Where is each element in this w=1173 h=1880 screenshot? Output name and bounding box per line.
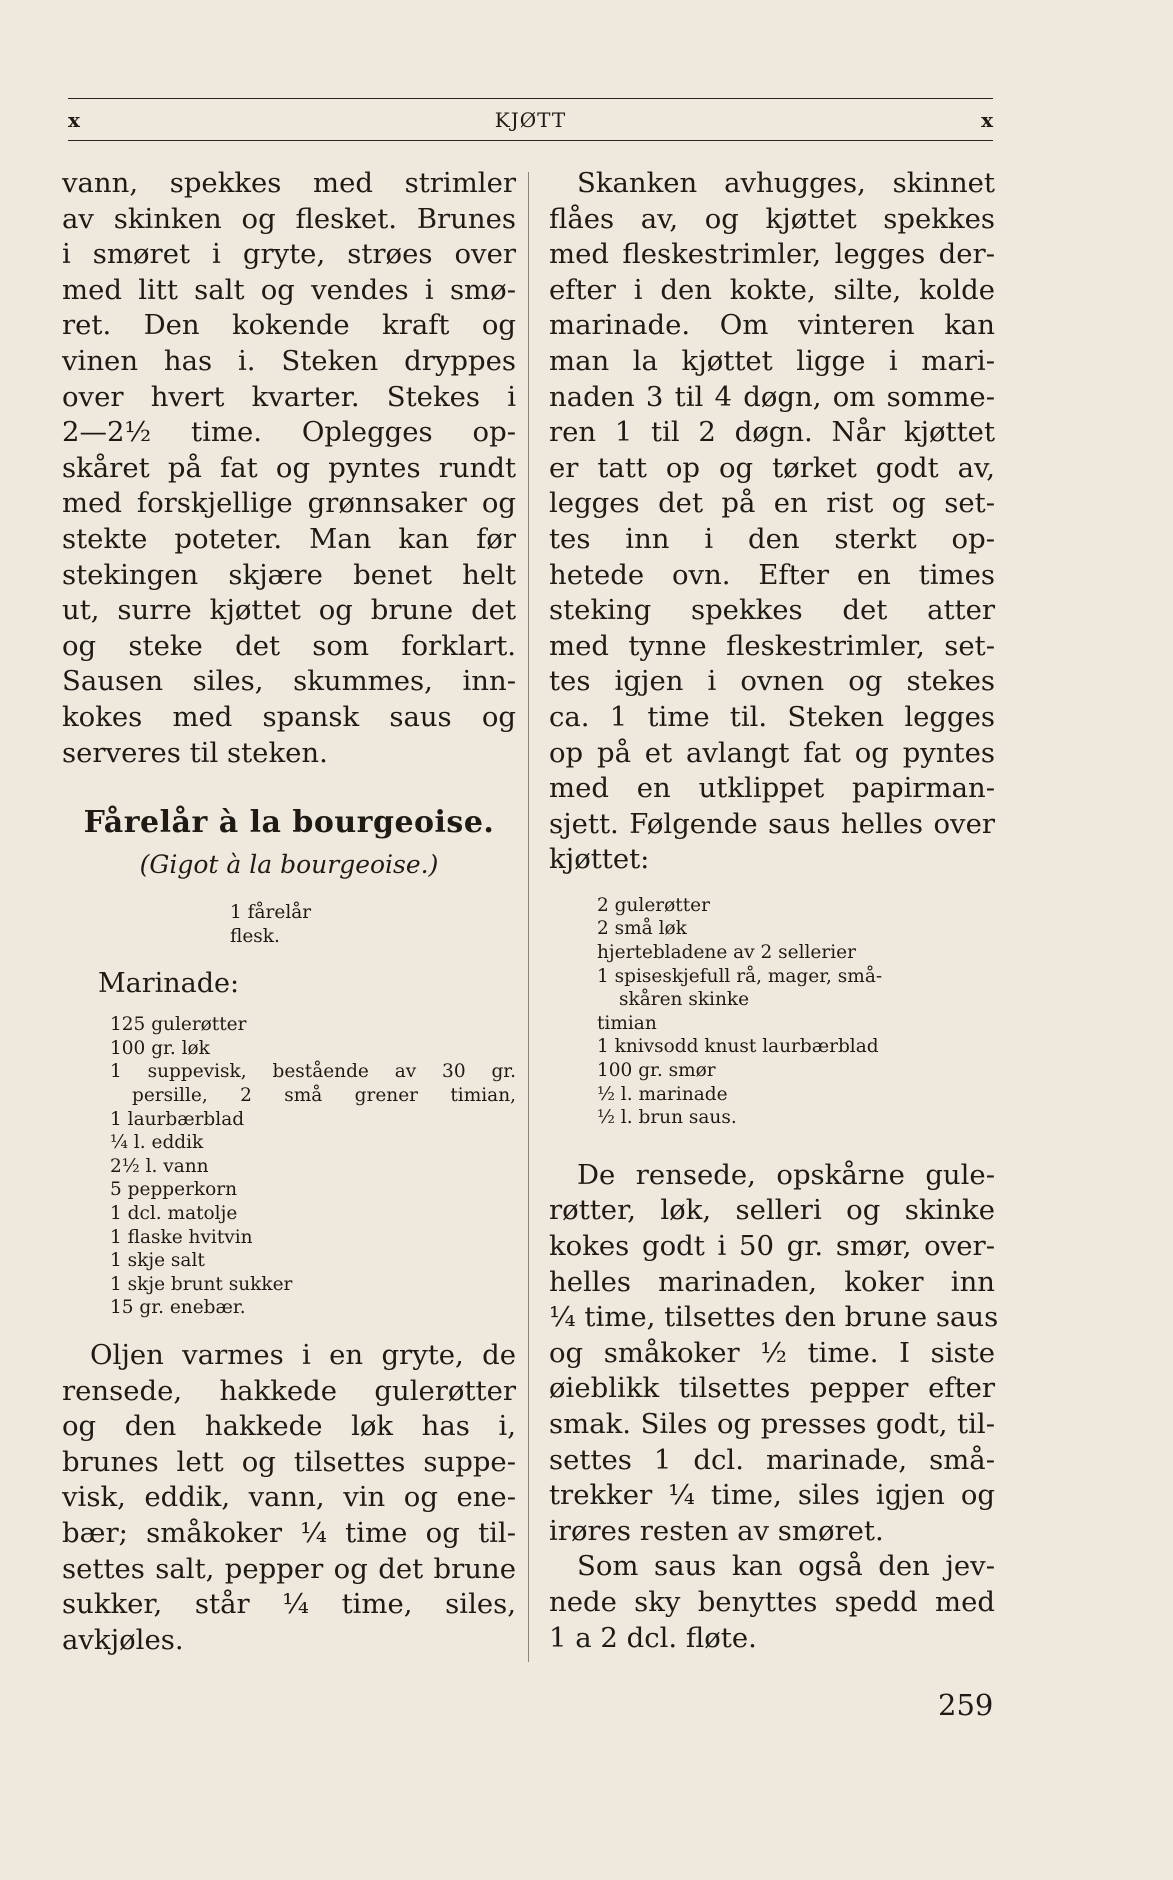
text-line: kokes med spansk saus og <box>62 700 516 733</box>
text-line: kjøttet: <box>549 843 650 876</box>
text-line: av skinken og flesket. Brunes <box>62 202 516 235</box>
text-line: skåret på fat og pyntes rundt <box>62 451 516 484</box>
text-line: naden 3 til 4 døgn, om somme- <box>549 380 995 413</box>
header-rule-bottom <box>68 140 993 141</box>
sauce-item: timian <box>597 1012 657 1034</box>
marinade-label: Marinade: <box>98 968 240 1000</box>
text-line: trekker ¼ time, siles igjen og <box>549 1479 995 1512</box>
marinade-item: 1 flaske hvitvin <box>110 1226 253 1248</box>
text-line: 1 a 2 dcl. fløte. <box>549 1621 757 1654</box>
ingredient-list <box>230 901 516 948</box>
sauce-item: 100 gr. smør <box>597 1060 716 1082</box>
text-line: man la kjøttet ligge i mari- <box>549 344 995 377</box>
marinade-item: 1 laurbærblad <box>110 1108 245 1130</box>
text-line: brunes lett og tilsettes suppe- <box>62 1445 516 1478</box>
text-line: røtter, løk, selleri og skinke <box>549 1194 995 1227</box>
text-line: smak. Siles og presses godt, til- <box>549 1407 995 1440</box>
text-line: efter i den kokte, silte, kolde <box>549 273 995 306</box>
text-line: settes 1 dcl. marinade, små- <box>549 1443 995 1476</box>
text-line: med fleskestrimler, legges der- <box>549 238 995 271</box>
left-paragraph-2 <box>62 1338 516 1658</box>
sauce-item: 2 gulerøtter <box>597 894 710 916</box>
marinade-item: 100 gr. løk <box>110 1037 210 1059</box>
marinade-item: 1 skje brunt sukker <box>110 1273 293 1295</box>
marinade-item: 1 skje salt <box>110 1250 205 1272</box>
text-line: marinade. Om vinteren kan <box>549 309 995 342</box>
header-mark-right: x <box>981 108 993 132</box>
text-line: tes inn i den sterkt op- <box>549 522 995 555</box>
text-line: 2—2½ time. Oplegges op- <box>62 416 516 449</box>
sauce-item: hjertebladene av 2 sellerier <box>597 942 856 964</box>
header-title: KJØTT <box>494 108 567 132</box>
marinade-item: 1 dcl. matolje <box>110 1203 238 1225</box>
header-rule-top <box>68 98 993 99</box>
text-line: bær; småkoker ¼ time og til- <box>62 1516 516 1549</box>
text-line: med en utklippet papirman- <box>549 772 995 805</box>
text-line: ¼ time, tilsettes den brune saus <box>549 1301 999 1334</box>
text-line: steking spekkes det atter <box>549 594 995 627</box>
text-line: Som saus kan også den jev- <box>577 1550 995 1583</box>
text-line: og steke det som forklart. <box>62 629 516 662</box>
text-line: De rensede, opskårne gule- <box>577 1158 995 1191</box>
text-line: nede sky benyttes spedd med <box>549 1585 995 1618</box>
text-line: med litt salt og vendes i smø- <box>62 273 516 306</box>
text-line: hetede ovn. Efter en times <box>549 558 995 591</box>
marinade-item: ¼ l. eddik <box>110 1132 204 1154</box>
text-line: ren 1 til 2 døgn. Når kjøttet <box>549 416 995 449</box>
text-line: kokes godt i 50 gr. smør, over- <box>549 1230 995 1262</box>
marinade-item: 1 suppevisk, bestående av 30 gr. <box>110 1061 516 1083</box>
right-paragraph-2 <box>549 1158 999 1550</box>
text-line: flåes av, og kjøttet spekkes <box>549 202 995 235</box>
text-line: tes igjen i ovnen og stekes <box>549 665 995 698</box>
text-line: stekingen skjære benet helt <box>62 558 516 591</box>
text-line: avkjøles. <box>62 1623 184 1656</box>
ingredient-item: 1 fårelår <box>230 902 312 924</box>
left-paragraph-1 <box>62 166 516 771</box>
ingredient-item: flesk. <box>230 925 280 947</box>
recipe-title: Fårelår à la bourgeoise. <box>83 805 495 841</box>
text-line: legges det på en rist og set- <box>549 487 995 520</box>
text-line: øieblikk tilsettes pepper efter <box>549 1372 995 1405</box>
text-line: Skanken avhugges, skinnet <box>577 167 995 199</box>
text-line: sukker, står ¼ time, siles, <box>62 1588 516 1621</box>
text-line: ca. 1 time til. Steken legges <box>549 700 995 733</box>
text-line: rensede, hakkede gulerøtter <box>62 1374 516 1407</box>
text-line: og den hakkede løk has i, <box>62 1410 516 1443</box>
text-line: vann, spekkes med strimler <box>62 167 516 199</box>
text-line: serveres til steken. <box>62 736 328 769</box>
text-line: med forskjellige grønnsaker og <box>62 487 516 520</box>
text-line: ret. Den kokende kraft og <box>62 309 516 342</box>
text-line: i smøret i gryte, strøes over <box>62 238 516 271</box>
sauce-item: ½ l. marinade <box>597 1083 728 1105</box>
right-column <box>549 166 999 1656</box>
marinade-item: persille, 2 små grener timian, <box>132 1085 516 1107</box>
text-line: stekte poteter. Man kan før <box>62 522 516 555</box>
text-line: over hvert kvarter. Stekes i <box>62 380 516 413</box>
page-number: 259 <box>938 1688 994 1722</box>
text-line: vinen has i. Steken dryppes <box>62 344 516 377</box>
text-line: settes salt, pepper og det brune <box>62 1552 516 1585</box>
text-line: med tynne fleskestrimler, set- <box>549 629 995 662</box>
column-divider <box>528 172 529 1662</box>
text-line: op på et avlangt fat og pyntes <box>549 736 995 769</box>
text-line: irøres resten av smøret. <box>549 1514 884 1547</box>
marinade-item: 15 gr. enebær. <box>110 1297 246 1319</box>
marinade-list <box>110 1013 516 1320</box>
right-paragraph-3 <box>549 1549 995 1656</box>
text-line: helles marinaden, koker inn <box>549 1265 995 1298</box>
right-paragraph-1 <box>549 166 995 878</box>
sauce-item: 1 knivsodd knust laurbærblad <box>597 1036 879 1058</box>
text-line: Oljen varmes i en gryte, de <box>90 1339 516 1371</box>
header-mark-left: x <box>68 108 80 132</box>
recipe-subtitle: (Gigot à la bourgeoise.) <box>139 850 439 880</box>
sauce-item: 1 spiseskjefull rå, mager, små- <box>597 965 883 987</box>
text-line: Sausen siles, skummes, inn- <box>62 665 516 698</box>
left-column <box>62 166 516 1658</box>
text-line: er tatt op og tørket godt av, <box>549 451 995 484</box>
sauce-item: ½ l. brun saus. <box>597 1107 737 1129</box>
marinade-item: 125 gulerøtter <box>110 1014 247 1036</box>
running-header <box>68 98 993 142</box>
marinade-item: 2½ l. vann <box>110 1155 209 1177</box>
text-line: ut, surre kjøttet og brune det <box>62 594 516 627</box>
sauce-list <box>597 894 995 1130</box>
sauce-item: 2 små løk <box>597 918 687 940</box>
marinade-item: 5 pepperkorn <box>110 1179 238 1201</box>
text-line: og småkoker ½ time. I siste <box>549 1336 995 1369</box>
text-line: sjett. Følgende saus helles over <box>549 807 995 840</box>
sauce-item: skåren skinke <box>619 989 750 1011</box>
text-line: visk, eddik, vann, vin og ene- <box>62 1481 516 1514</box>
